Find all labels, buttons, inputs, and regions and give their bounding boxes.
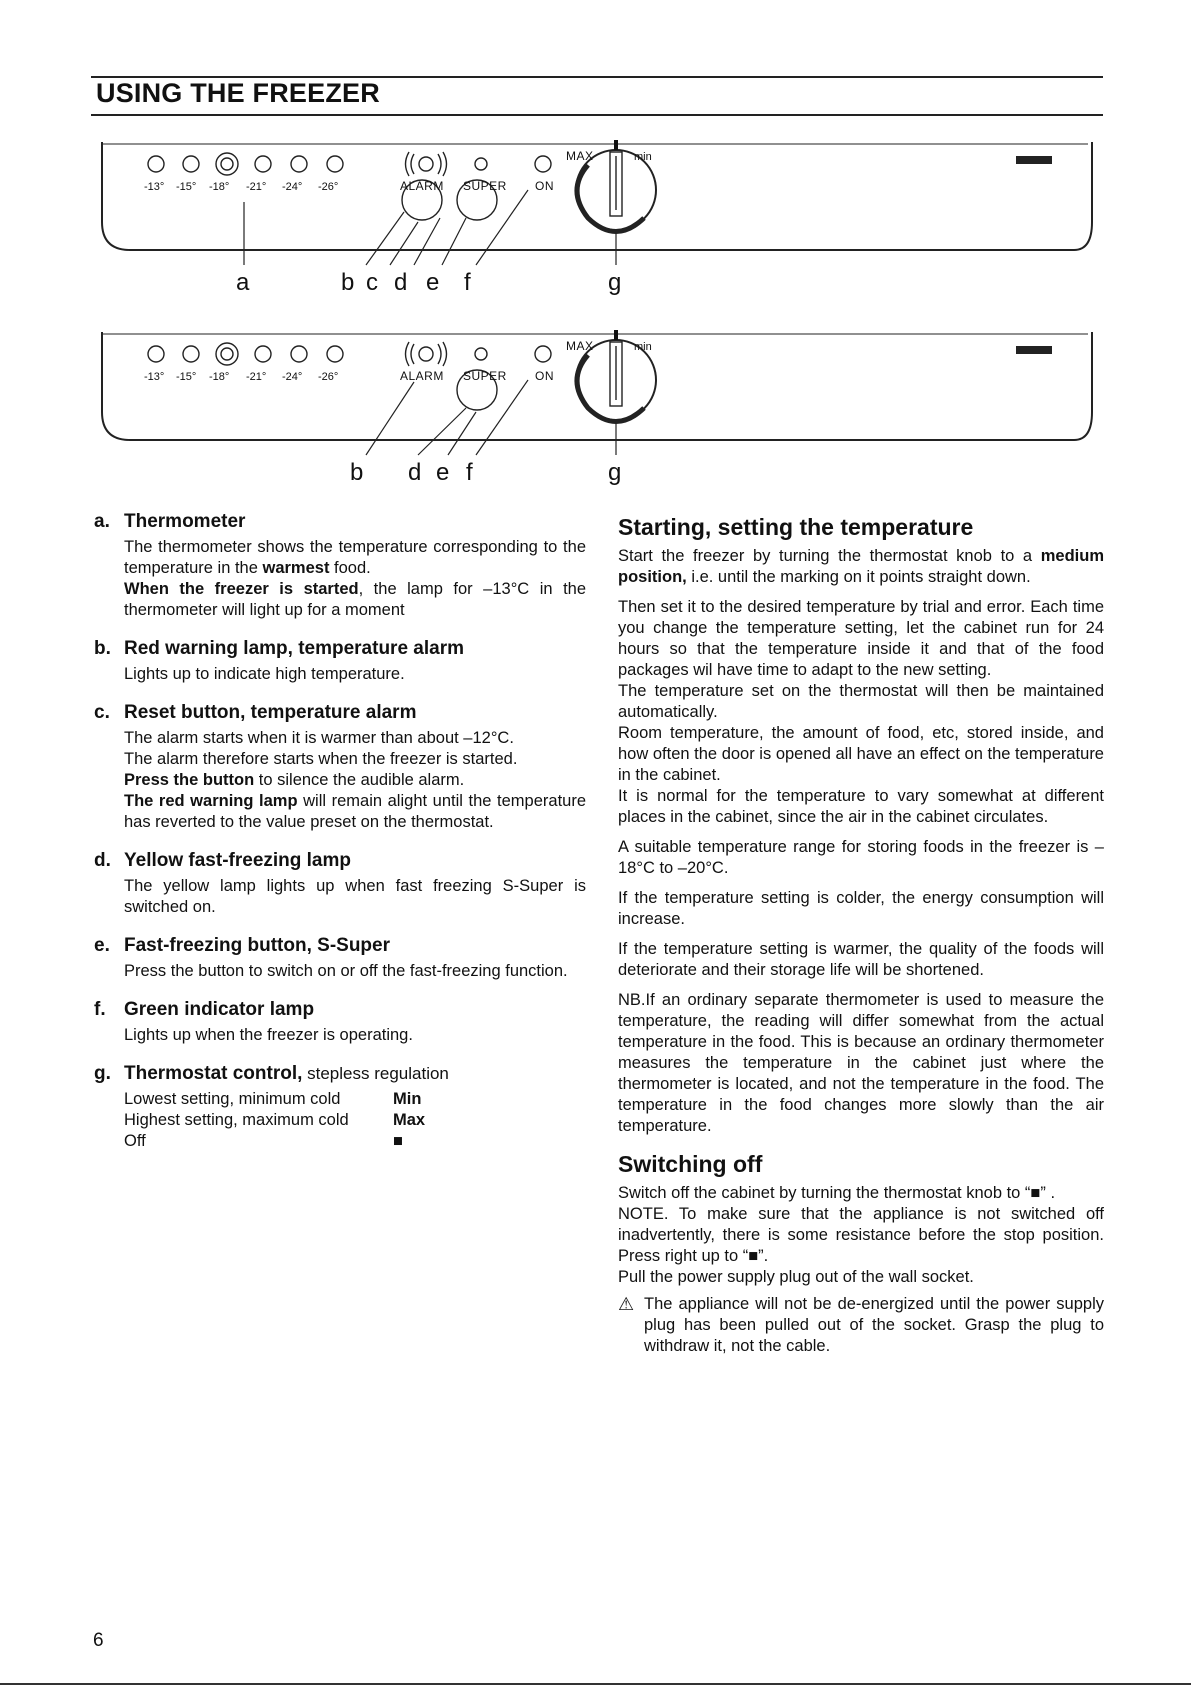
warning-triangle-icon: ⚠ <box>618 1294 635 1314</box>
item-letter: d. <box>94 850 111 871</box>
callout-d: d <box>408 459 422 486</box>
temp-label: -15° <box>176 371 197 383</box>
section-title-starting: Starting, setting the temperature <box>618 514 974 540</box>
warning-text: The appliance will not be de-energized until the power supply plug has been pulled out of the socket. Grasp the plug to withdraw it, not the cable. <box>644 1295 1104 1355</box>
paragraph-text: i.e. until the marking on it points straight down. <box>686 568 1031 586</box>
on-label: ON <box>535 369 554 383</box>
temp-label: -13° <box>144 181 165 193</box>
item-text: Press the button to switch on or off the fast-freezing function. <box>124 962 568 980</box>
item-text: food. <box>329 559 371 577</box>
min-label: min <box>634 341 652 353</box>
item-text-bold: The red warning lamp <box>124 792 298 810</box>
alarm-label: ALARM <box>400 179 444 193</box>
setting-value: Max <box>393 1111 426 1129</box>
temp-label: -24° <box>282 371 303 383</box>
callout-g: g <box>608 269 622 296</box>
item-title: Thermostat control, <box>124 1063 303 1084</box>
max-label: MAX <box>566 339 594 353</box>
temp-label: -24° <box>282 181 303 193</box>
paragraph: Room temperature, the amount of food, etc, stored inside, and how often the door is opened all have an effect on the temperature in the cabinet. <box>618 724 1104 784</box>
title-underline <box>91 114 1103 116</box>
item-title: Thermometer <box>124 511 246 532</box>
item-text-bold: warmest <box>262 559 330 577</box>
item-text: will remain alight until the temperature has reverted to the value preset on the thermostat. <box>124 792 586 831</box>
callout-b: b <box>350 459 364 486</box>
item-text: to silence the audible alarm. <box>254 771 465 789</box>
item-text-bold: When the freezer is started <box>124 580 359 598</box>
setting-label: Lowest setting, minimum cold <box>124 1090 341 1108</box>
super-label: SUPER <box>463 179 507 193</box>
item-title: Yellow fast-freezing lamp <box>124 850 351 871</box>
page-number: 6 <box>93 1630 104 1651</box>
setting-label: Off <box>124 1132 146 1150</box>
on-label: ON <box>535 179 554 193</box>
item-text: The thermometer shows the temperature corresponding to the temperature in the <box>124 538 586 577</box>
item-fast-freezing-button <box>94 934 586 982</box>
temp-label: -21° <box>246 181 267 193</box>
control-panel-diagram-2 <box>96 330 1096 486</box>
paragraph <box>618 546 1104 588</box>
callout-e: e <box>426 269 440 296</box>
setting-value: Min <box>393 1090 422 1108</box>
paragraph: If the temperature setting is warmer, the quality of the foods will deteriorate and their storage life will be shortened. <box>618 940 1104 979</box>
item-letter: c. <box>94 702 110 723</box>
item-letter: e. <box>94 935 110 956</box>
super-label: SUPER <box>463 369 507 383</box>
paragraph: Then set it to the desired temperature by trial and error. Each time you change the temperature setting, let the cabinet run for 24 hours so that the temperature inside it and that of the food packages wil have time to adapt to the new setting. <box>618 598 1104 679</box>
item-title: Red warning lamp, temperature alarm <box>124 638 464 659</box>
paragraph-bold: medium position, <box>618 547 1104 586</box>
item-thermostat-control <box>94 1062 586 1152</box>
item-letter: b. <box>94 638 111 659</box>
alarm-label: ALARM <box>400 369 444 383</box>
setting-label: Highest setting, maximum cold <box>124 1111 349 1129</box>
item-title: Reset button, temperature alarm <box>124 702 417 723</box>
item-letter: f. <box>94 999 106 1020</box>
item-text: Lights up to indicate high temperature. <box>124 665 405 683</box>
item-text: , the lamp for –13°C in the thermometer will light up for a moment <box>124 580 587 619</box>
paragraph: NB.If an ordinary separate thermometer is used to measure the temperature, the reading will differ somewhat from the actual temperature in the food. This is because an ordinary thermometer measures the temperature in the cabinet just where the thermometer is located, and not the temperature in the food. The temperature in the food changes more slowly than the air temperature. <box>618 991 1104 1135</box>
item-green-lamp <box>94 998 586 1046</box>
panel-drawing <box>96 330 1096 490</box>
paragraph: Pull the power supply plug out of the wall socket. <box>618 1268 974 1286</box>
setting-value: ■ <box>393 1132 403 1150</box>
paragraph: A suitable temperature range for storing foods in the freezer is –18°C to –20°C. <box>618 838 1104 877</box>
item-reset-button <box>94 701 586 833</box>
paragraph-text: Start the freezer by turning the thermostat knob to a <box>618 547 1041 565</box>
callout-e: e <box>436 459 450 486</box>
temp-label: -18° <box>209 371 230 383</box>
temp-label: -18° <box>209 181 230 193</box>
panel-drawing <box>96 140 1096 300</box>
component-list <box>94 510 586 1168</box>
callout-c: c <box>366 269 378 296</box>
item-red-warning-lamp <box>94 637 586 685</box>
callout-a: a <box>236 269 250 296</box>
item-text: The yellow lamp lights up when fast freezing S-Super is switched on. <box>124 877 586 916</box>
item-text-bold: Press the button <box>124 771 255 789</box>
paragraph: If the temperature setting is colder, the energy consumption will increase. <box>618 889 1104 928</box>
page-title: USING THE FREEZER <box>96 78 380 108</box>
temp-label: -15° <box>176 181 197 193</box>
item-title: Fast-freezing button, S-Super <box>124 935 390 956</box>
temp-label: -13° <box>144 371 165 383</box>
thermostat-settings <box>94 1089 586 1152</box>
item-text: The alarm starts when it is warmer than about –12°C. <box>124 729 514 747</box>
callout-b: b <box>341 269 355 296</box>
callout-f: f <box>464 269 471 296</box>
callout-g: g <box>608 459 622 486</box>
item-title: Green indicator lamp <box>124 999 315 1020</box>
item-thermometer <box>94 510 586 621</box>
callout-d: d <box>394 269 408 296</box>
item-letter: g. <box>94 1063 111 1084</box>
max-label: MAX <box>566 149 594 163</box>
item-yellow-lamp <box>94 849 586 918</box>
paragraph: NOTE. To make sure that the appliance is not switched off inadvertently, there is some resistance before the stop position. Press right up to “■”. <box>618 1205 1104 1265</box>
temp-label: -26° <box>318 181 339 193</box>
temp-label: -26° <box>318 371 339 383</box>
section-title-switching-off: Switching off <box>618 1151 763 1177</box>
paragraph: It is normal for the temperature to vary somewhat at different places in the cabinet, since the air in the cabinet circulates. <box>618 787 1104 826</box>
paragraph: The temperature set on the thermostat will then be maintained automatically. <box>618 682 1104 721</box>
item-text: Lights up when the freezer is operating. <box>124 1026 413 1044</box>
callout-f: f <box>466 459 473 486</box>
temp-label: -21° <box>246 371 267 383</box>
paragraph: Switch off the cabinet by turning the thermostat knob to “■” . <box>618 1184 1056 1202</box>
item-text: The alarm therefore starts when the freezer is started. <box>124 750 518 768</box>
instructions-column <box>618 512 1104 1357</box>
control-panel-diagram-1 <box>96 140 1096 296</box>
min-label: min <box>634 151 652 163</box>
item-title-suffix: stepless regulation <box>302 1064 449 1083</box>
item-letter: a. <box>94 511 110 532</box>
warning-note <box>618 1294 1104 1357</box>
